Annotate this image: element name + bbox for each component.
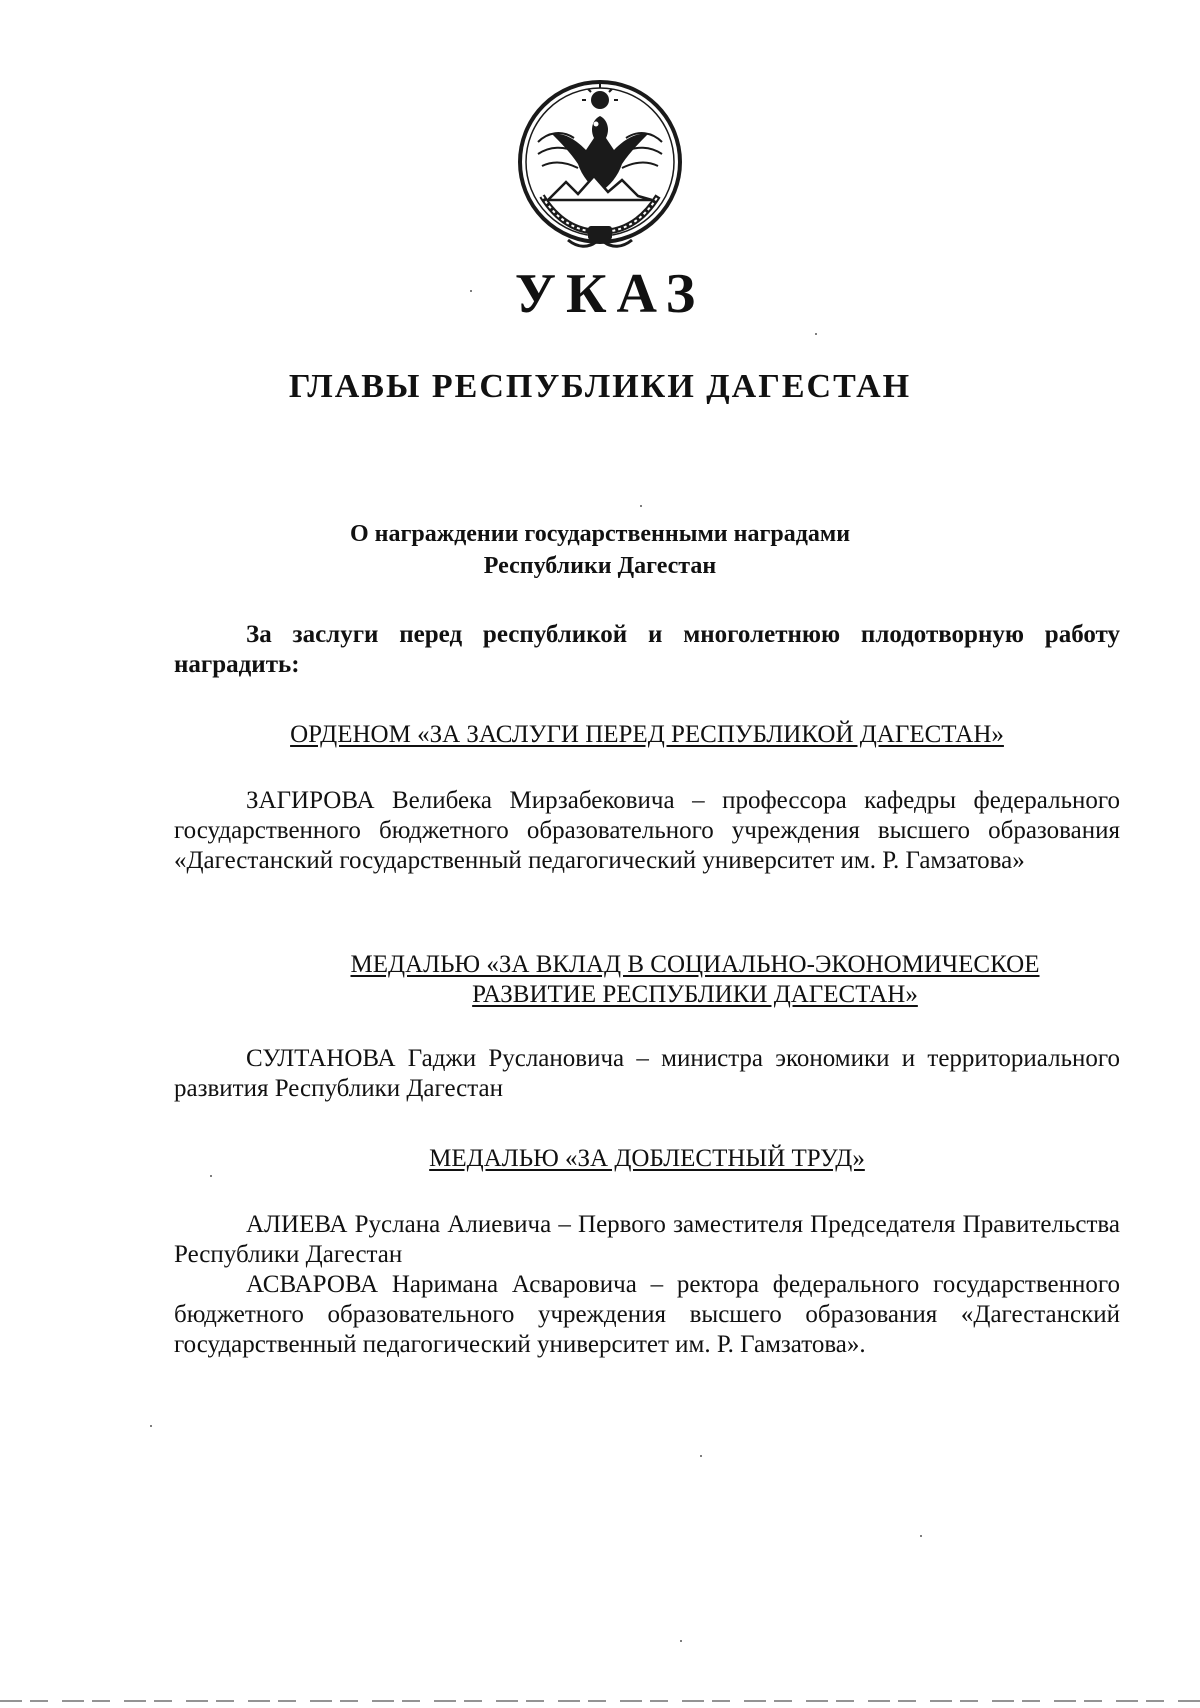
award-line: ОРДЕНОМ «ЗА ЗАСЛУГИ ПЕРЕД РЕСПУБЛИКОЙ ДАГЕСТАН» bbox=[290, 721, 1004, 748]
scan-speck bbox=[640, 505, 642, 507]
preamble: За заслуги перед республикой и многолетнюю плодотворную работу наградить: bbox=[174, 621, 1120, 678]
recipient-paragraph: СУЛТАНОВА Гаджи Руслановича – министра экономики и территориального развития Республики Дагестан bbox=[174, 1045, 1120, 1102]
subject-line: Республики Дагестан bbox=[483, 553, 717, 579]
coat-of-arms-dagestan-icon bbox=[508, 72, 692, 252]
recipient-paragraph: ЗАГИРОВА Велибека Мирзабековича – профессора кафедры федерального государственного бюджетного образовательного учреждения высшего образования «Дагестанский государственный педагогический университет им. Р. Гамзатова» bbox=[174, 787, 1120, 874]
scan-speck bbox=[210, 1175, 212, 1177]
award-title bbox=[174, 1144, 1120, 1174]
award-line: РАЗВИТИЕ РЕСПУБЛИКИ ДАГЕСТАН» bbox=[472, 981, 918, 1008]
award-title bbox=[174, 720, 1120, 750]
scan-edge-line bbox=[0, 1700, 1200, 1702]
scan-speck bbox=[815, 333, 817, 335]
scan-speck bbox=[700, 1455, 702, 1457]
document-title: УКАЗ bbox=[514, 263, 706, 325]
scan-speck bbox=[920, 1535, 922, 1537]
document-subject bbox=[300, 518, 900, 582]
scan-speck bbox=[470, 290, 472, 292]
award-line: МЕДАЛЬЮ «ЗА ДОБЛЕСТНЫЙ ТРУД» bbox=[429, 1145, 865, 1172]
scan-speck bbox=[680, 1640, 682, 1642]
award-line: МЕДАЛЬЮ «ЗА ВКЛАД В СОЦИАЛЬНО-ЭКОНОМИЧЕСКОЕ bbox=[350, 951, 1040, 978]
document-issuer: ГЛАВЫ РЕСПУБЛИКИ ДАГЕСТАН bbox=[288, 368, 912, 405]
award-title bbox=[270, 950, 1120, 1010]
subject-line: О награждении государственными наградами bbox=[349, 521, 851, 547]
recipient-paragraph: АЛИЕВА Руслана Алиевича – Первого заместителя Председателя Правительства Республики Дагестан bbox=[174, 1211, 1120, 1268]
scan-speck bbox=[150, 1425, 152, 1427]
recipient-paragraph: АСВАРОВА Наримана Асваровича – ректора федерального государственного бюджетного образовательного учреждения высшего образования «Дагестанский государственный педагогический университет им. Р. Гамзатова». bbox=[174, 1271, 1120, 1358]
